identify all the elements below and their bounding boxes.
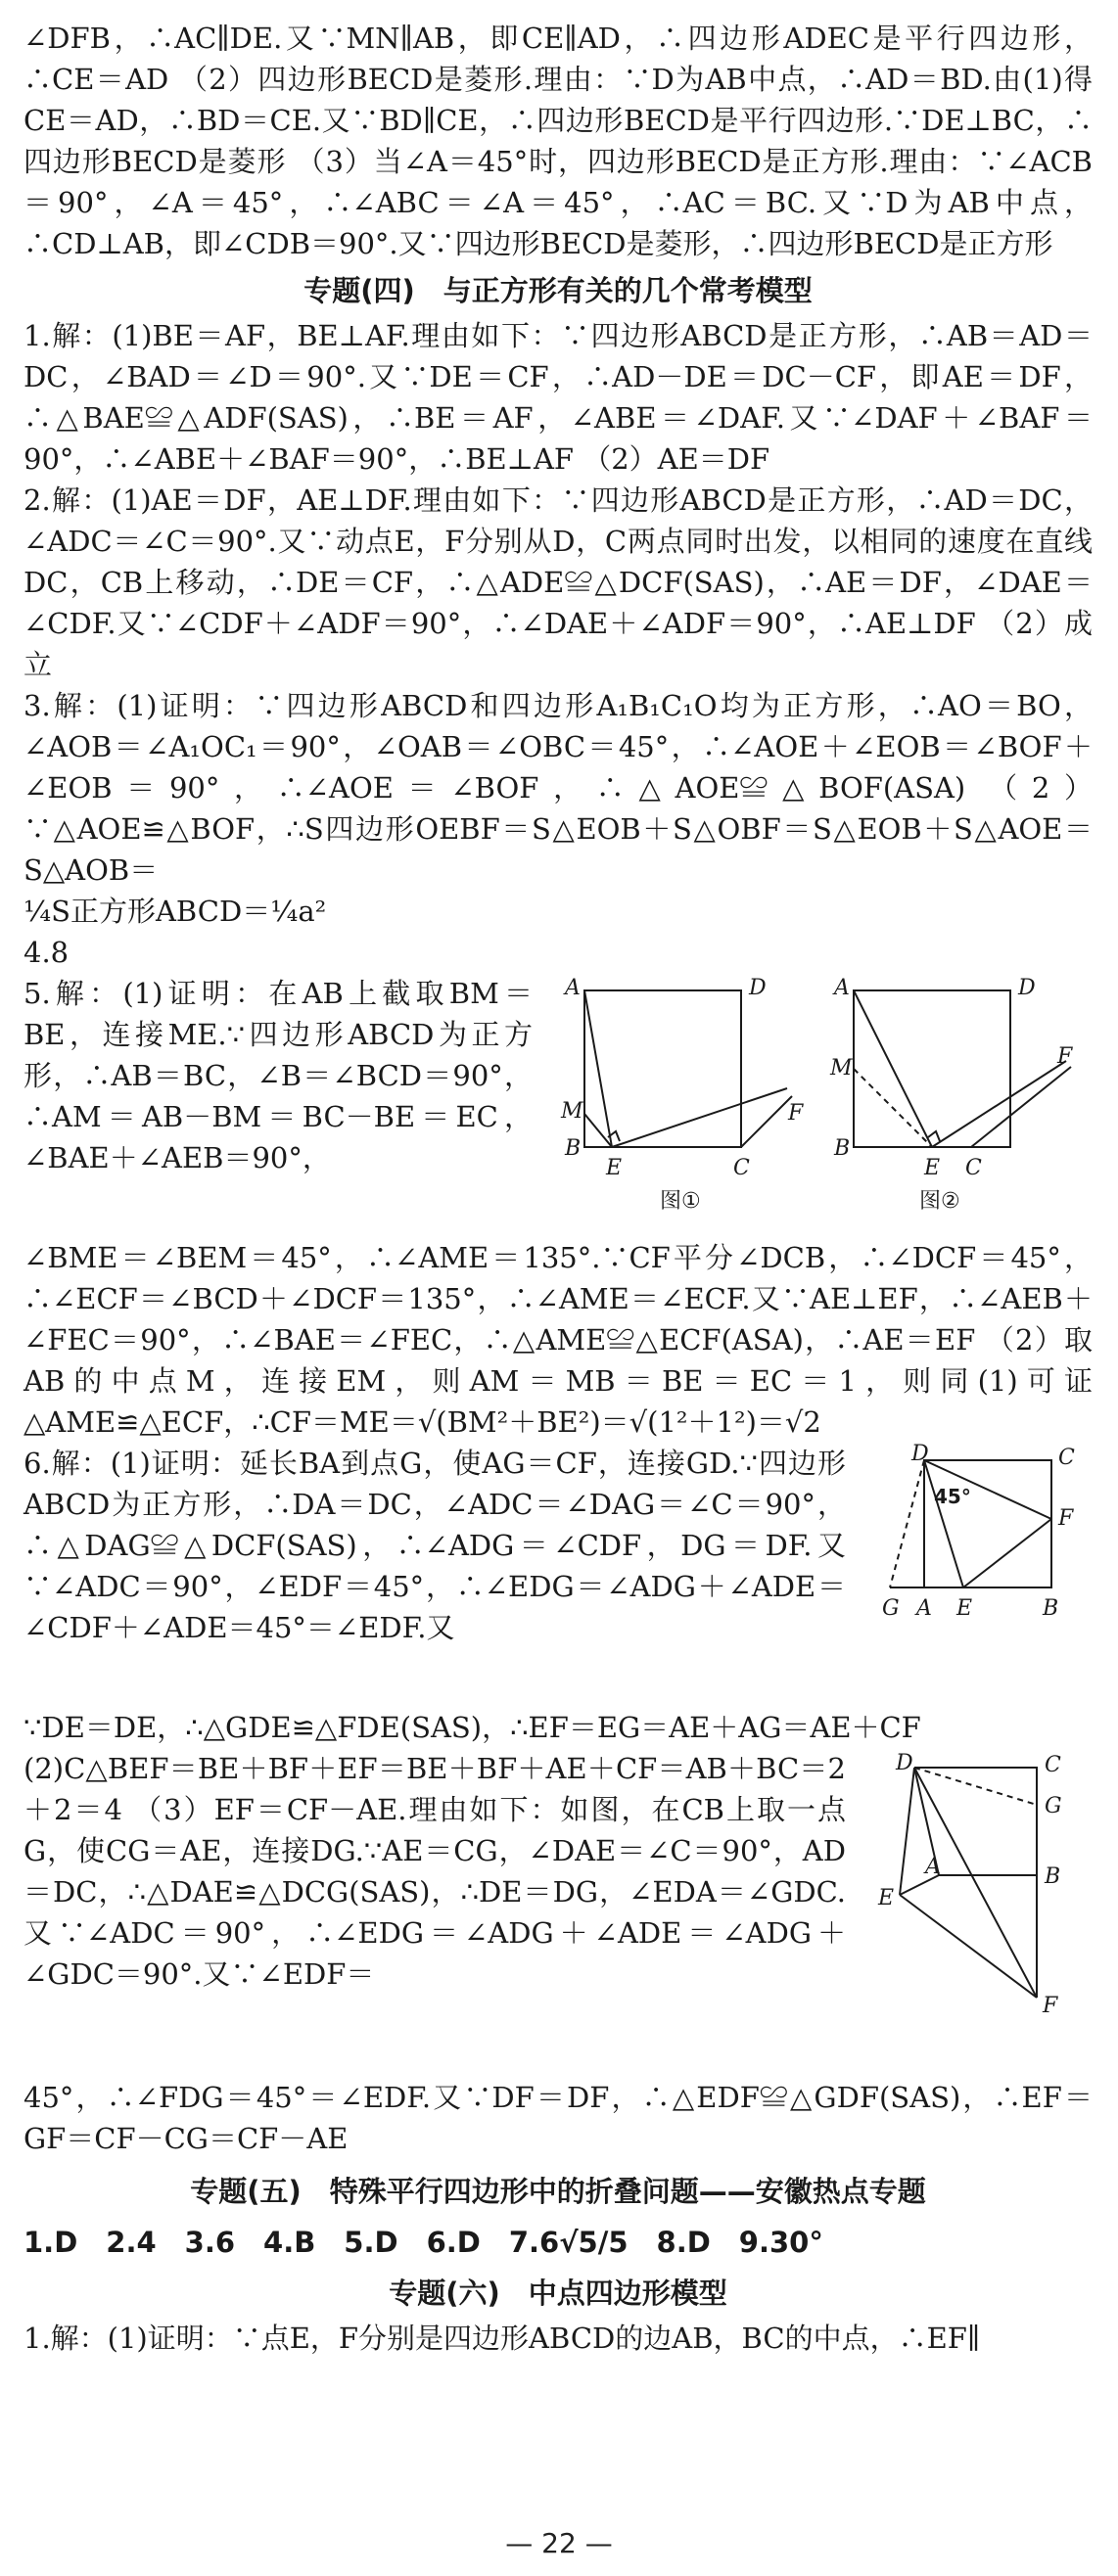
- figure-5-1-svg: [557, 973, 821, 1218]
- solution-6-end: 45°，∴∠FDG＝45°＝∠EDF.又∵DF＝DF，∴△EDF≌△GDF(SAS)，∴EF＝GF＝CF－CG＝CF－AE: [23, 2081, 1093, 2155]
- fig6-1-label-C: C: [1058, 1446, 1075, 1470]
- page-content: [23, 18, 1093, 2359]
- solution-1: 1.解：(1)BE＝AF，BE⊥AF.理由如下：∵四边形ABCD是正方形，∴AB＝AD＝DC，∠BAD＝∠D＝90°.又∵DE＝CF，∴AD－DE＝DC－CF，即AE＝DF，∴△BAE≌△ADF(SAS)，∴BE＝AF，∠ABE＝∠DAF.又∵∠DAF＋∠BAF＝90°，∴∠ABE＋∠BAF＝90°，∴BE⊥AF （2）AE＝DF: [23, 319, 1093, 476]
- fig6-2-label-D: D: [896, 1751, 913, 1775]
- figure-6-1: [861, 1443, 1095, 1658]
- solution-3-end: ¼S正方形ABCD＝¼a²: [23, 895, 327, 928]
- page-number: — 22 —: [505, 2527, 613, 2559]
- fig5-2-label-C: C: [965, 1156, 982, 1180]
- fig5-1-label-E: E: [606, 1156, 623, 1180]
- solution-6-block-1: [23, 1443, 1093, 1707]
- solution-6-right-text: (2)C△BEF＝BE＋BF＋EF＝BE＋BF＋AE＋CF＝AB＋BC＝2＋2＝4 （3）EF＝CF－AE.理由如下：如图，在CB上取一点G，使CG＝AE，连接DG.∵AE＝CG，∠DAE＝∠C＝90°，AD＝DC，∴△DAE≌△DCG(SAS)，∴DE＝DG，∠EDA＝∠GDC.又∵∠ADC＝90°，∴∠EDG＝∠ADG＋∠ADE＝∠ADG＋∠GDC＝90°.又∵∠EDF＝: [23, 1752, 846, 1991]
- fig6-2-label-G: G: [1045, 1794, 1062, 1818]
- figure-6-2: [861, 1748, 1095, 2032]
- fig6-2-label-B: B: [1045, 1864, 1061, 1889]
- solution-6-left-text: 6.解：(1)证明：延长BA到点G，使AG＝CF，连接GD.∵四边形ABCD为正方形，∴DA＝DC，∠ADC＝∠DAG＝∠C＝90°，∴△DAG≌△DCF(SAS)，∴∠ADG＝∠CDF，DG＝DF.又∵∠ADC＝90°，∠EDF＝45°，∴∠EDG＝∠ADG＋∠ADE＝∠CDF＋∠ADE＝45°＝∠EDF.又: [23, 1447, 846, 1644]
- figure-6-1-svg: [861, 1443, 1095, 1658]
- fig6-2-label-F: F: [1043, 1994, 1058, 2018]
- fig5-2-label-F: F: [1057, 1044, 1073, 1069]
- fig6-2-label-E: E: [878, 1886, 895, 1910]
- fig5-1-label-A: A: [565, 976, 581, 1000]
- figure-5-2-svg: [826, 973, 1091, 1218]
- fig5-2-label-D: D: [1018, 976, 1036, 1000]
- fig6-2-label-A: A: [925, 1855, 941, 1879]
- solution-4: 4.8: [23, 936, 70, 969]
- fig5-1-caption: 图①: [660, 1189, 701, 1214]
- section-5-answers: 1.D 2.4 3.6 4.B 5.D 6.D 7.6√5/5 8.D 9.30°: [23, 2226, 823, 2259]
- fig5-1-label-C: C: [733, 1156, 750, 1180]
- fig5-2-label-B: B: [834, 1136, 851, 1161]
- figure-5-2: [826, 973, 1091, 1218]
- solution-5-rest: ∠BME＝∠BEM＝45°，∴∠AME＝135°.∵CF平分∠DCB，∴∠DCF＝45°，∴∠ECF＝∠BCD＋∠DCF＝135°，∴∠AME＝∠ECF.又∵AE⊥EF，∴∠AEB＋∠FEC＝90°，∴∠BAE＝∠FEC，∴△AME≌△ECF(ASA)，∴AE＝EF （2）取AB的中点M，连接EM，则AM＝MB＝BE＝EC＝1，则同(1)可证△AME≌△ECF，∴CF＝ME＝√(BM²＋BE²)＝√(1²＋1²)＝√2: [23, 1241, 1093, 1439]
- solution-2: 2.解：(1)AE＝DF，AE⊥DF.理由如下：∵四边形ABCD是正方形，∴AD＝DC，∠ADC＝∠C＝90°.又∵动点E，F分别从D，C两点同时出发，以相同的速度在直线DC，CB上移动，∴DE＝CF，∴△ADE≌△DCF(SAS)，∴AE＝DF，∠DAE＝∠CDF.又∵∠CDF＋∠ADF＝90°，∴∠DAE＋∠ADF＝90°，∴AE⊥DF （2）成立: [23, 483, 1093, 681]
- fig5-2-caption: 图②: [919, 1189, 960, 1214]
- fig5-1-label-D: D: [749, 976, 767, 1000]
- fig6-2-label-C: C: [1045, 1753, 1061, 1777]
- fig6-1-label-G: G: [882, 1596, 900, 1621]
- section-6-title: 专题(六) 中点四边形模型: [389, 2277, 727, 2310]
- solution-5-left-text: 5.解：(1)证明：在AB上截取BM＝BE，连接ME.∵四边形ABCD为正方形，∴AB＝BC，∠B＝∠BCD＝90°，∴AM＝AB－BM＝BC－BE＝EC，∠BAE＋∠AEB＝90°，: [23, 977, 533, 1174]
- fig6-1-label-A: A: [916, 1596, 932, 1621]
- fig6-1-label-D: D: [911, 1443, 929, 1466]
- section-4-title: 专题(四) 与正方形有关的几个常考模型: [303, 274, 813, 307]
- fig6-1-label-E: E: [956, 1596, 973, 1621]
- solution-6-block-2: [23, 1748, 1093, 2077]
- fig5-2-label-A: A: [834, 976, 850, 1000]
- fig5-1-label-B: B: [565, 1136, 582, 1161]
- fig5-2-label-E: E: [924, 1156, 941, 1180]
- solution-6-mid: ∵DE＝DE，∴△GDE≌△FDE(SAS)，∴EF＝EG＝AE＋AG＝AE＋CF: [23, 1711, 921, 1744]
- solution-3: 3.解：(1)证明：∵四边形ABCD和四边形A₁B₁C₁O均为正方形，∴AO＝BO，∠AOB＝∠A₁OC₁＝90°，∠OAB＝∠OBC＝45°，∴∠AOE＋∠EOB＝∠BOF＋∠EOB＝90°，∴∠AOE＝∠BOF，∴△AOE≌△BOF(ASA) （2）∵△AOE≌△BOF，∴S四边形OEBF＝S△EOB＋S△OBF＝S△EOB＋S△AOE＝S△AOB＝: [23, 689, 1093, 887]
- figure-5-1: [557, 973, 821, 1218]
- fig6-1-label-B: B: [1043, 1596, 1059, 1621]
- section-5-title: 专题(五) 特殊平行四边形中的折叠问题——安徽热点专题: [190, 2175, 926, 2208]
- fig5-2-label-M: M: [830, 1056, 853, 1081]
- figure-6-2-svg: [861, 1748, 1095, 2032]
- fig5-1-label-F: F: [788, 1101, 804, 1126]
- section-6-solution-1: 1.解：(1)证明：∵点E，F分别是四边形ABCD的边AB，BC的中点，∴EF∥: [23, 2322, 981, 2355]
- previous-solution-text: ∠DFB，∴AC∥DE.又∵MN∥AB，即CE∥AD，∴四边形ADEC是平行四边形，∴CE＝AD （2）四边形BECD是菱形.理由：∵D为AB中点，∴AD＝BD.由(1)得CE＝AD，∴BD＝CE.又∵BD∥CE，∴四边形BECD是平行四边形.∵DE⊥BC，∴四边形BECD是菱形 （3）当∠A＝45°时，四边形BECD是正方形.理由：∵∠ACB＝90°，∠A＝45°，∴∠ABC＝∠A＝45°，∴AC＝BC.又∵D为AB中点，∴CD⊥AB，即∠CDB＝90°.又∵四边形BECD是菱形，∴四边形BECD是正方形: [23, 22, 1093, 260]
- solution-5-block: [23, 973, 1093, 1237]
- fig6-1-angle-label: 45°: [934, 1485, 971, 1508]
- fig6-1-label-F: F: [1058, 1506, 1074, 1531]
- fig5-1-label-M: M: [561, 1099, 583, 1124]
